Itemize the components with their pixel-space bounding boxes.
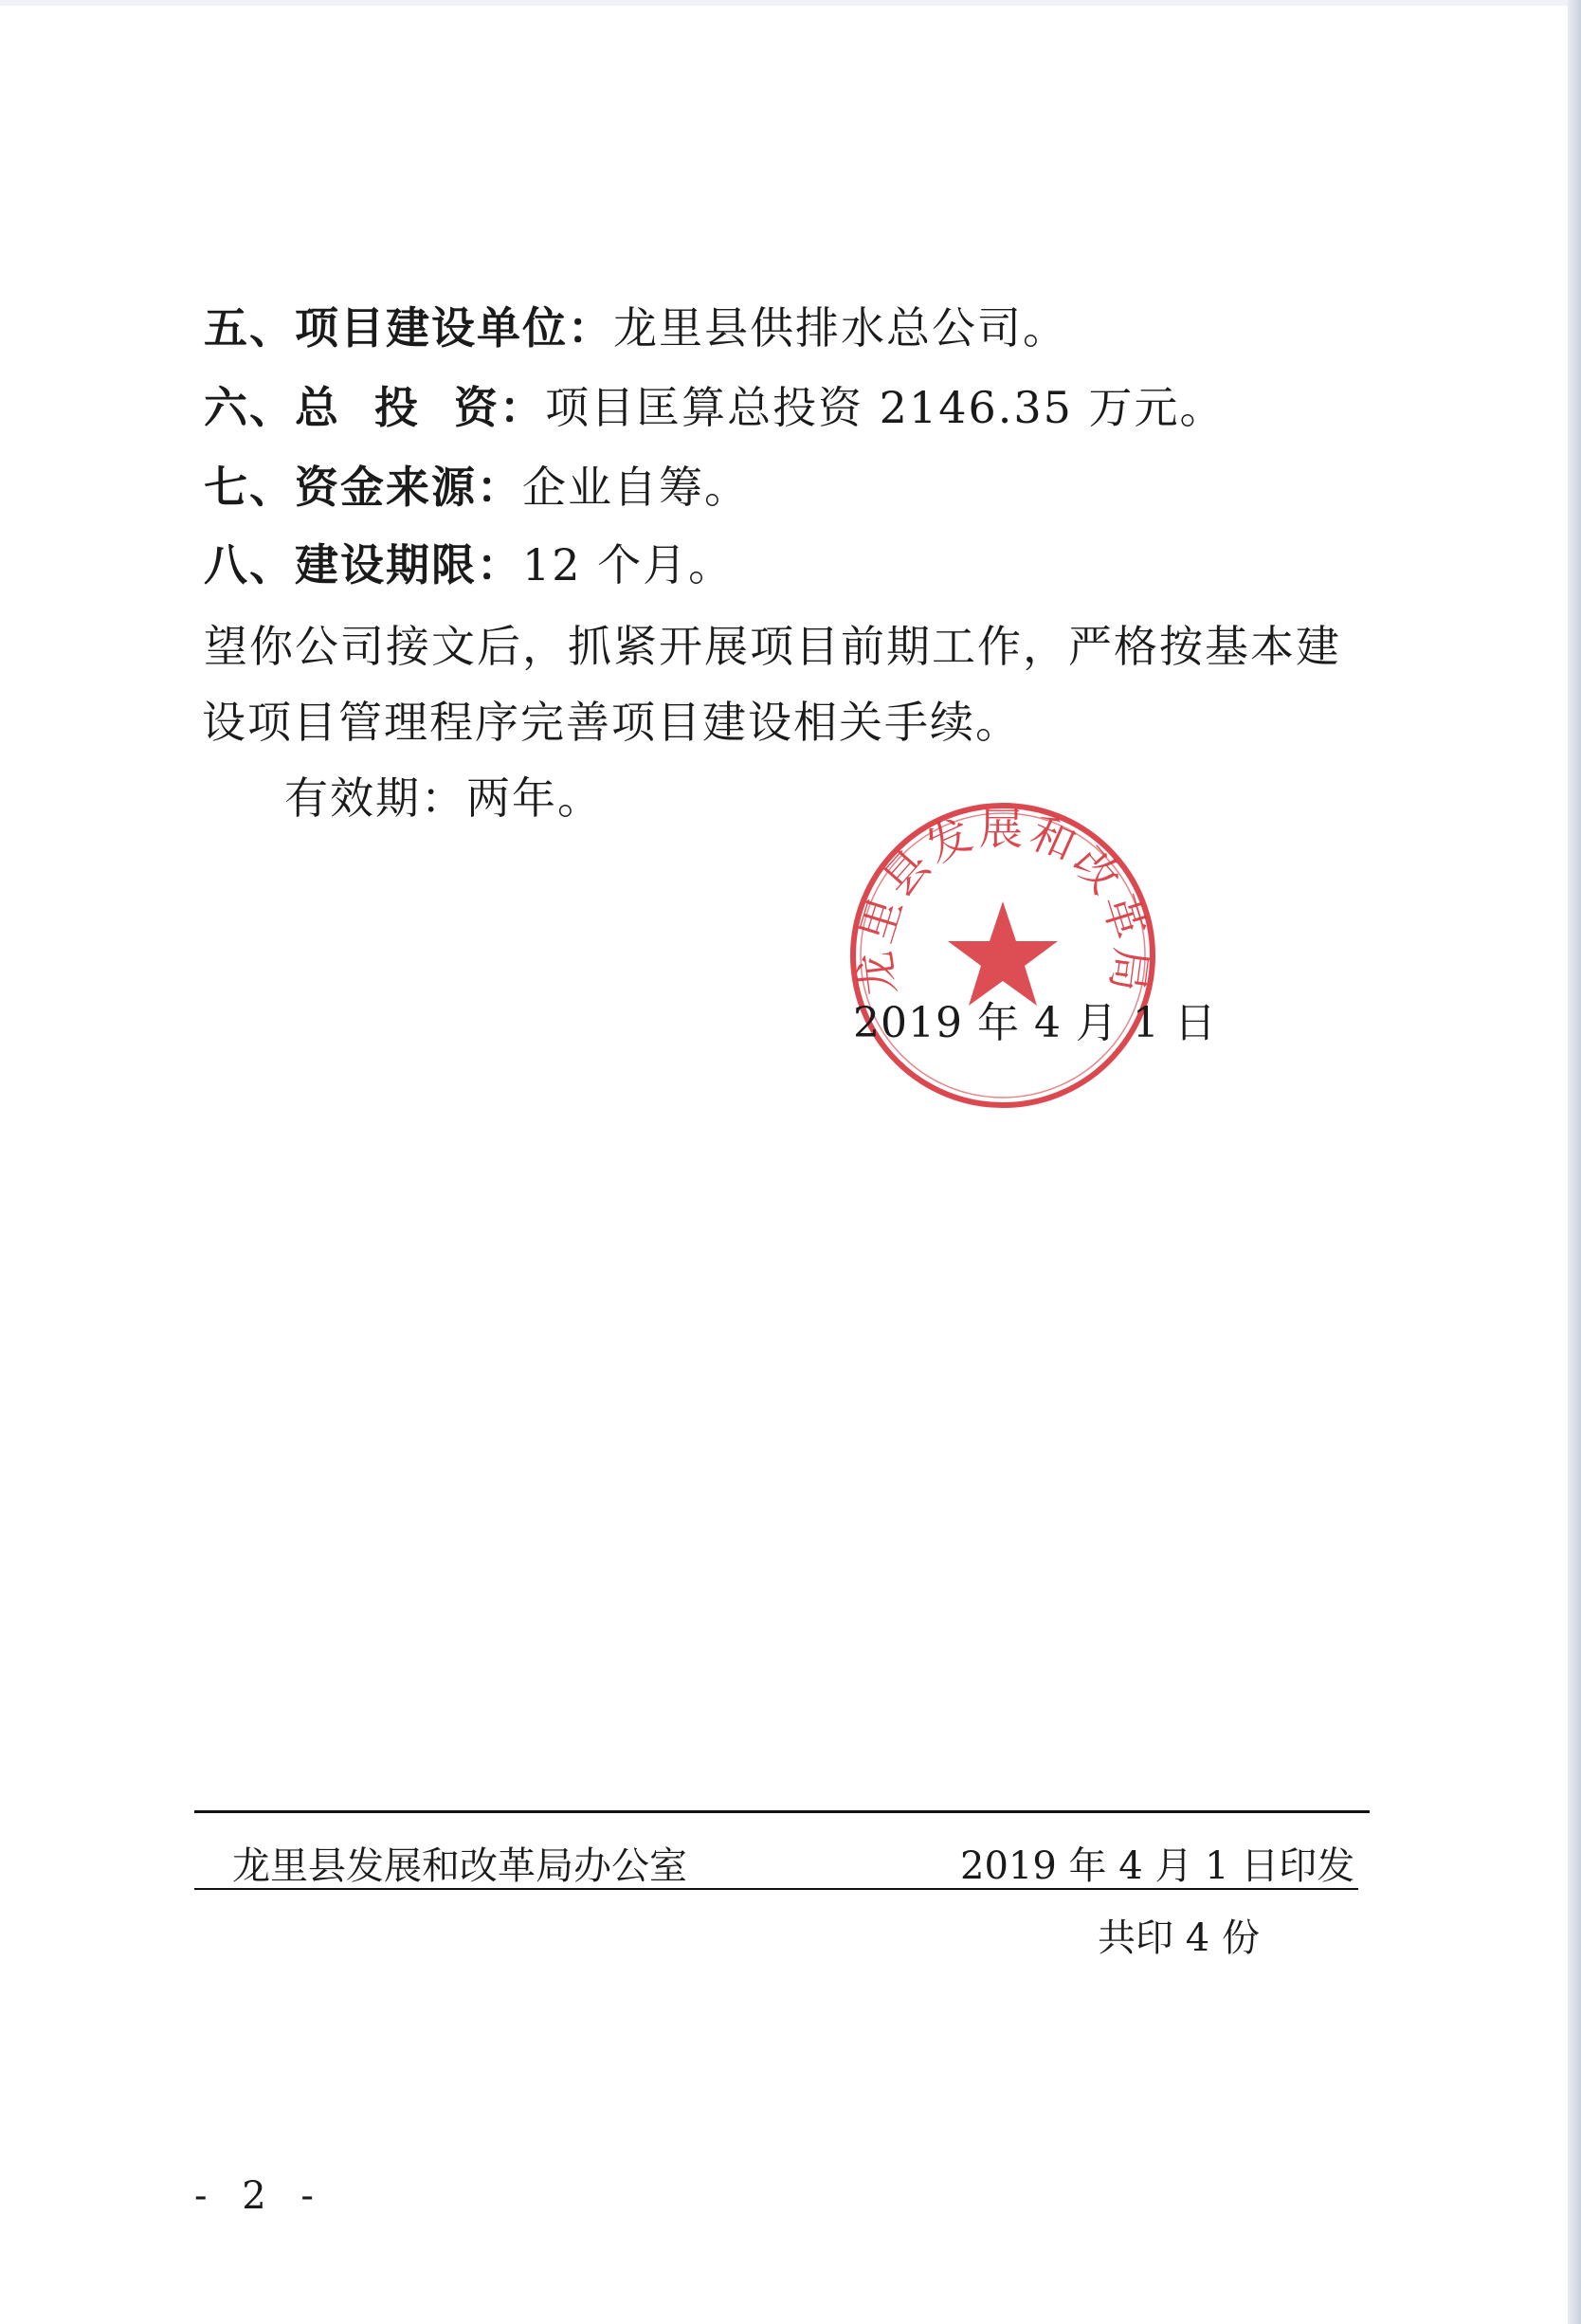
footer-top-rule (194, 1810, 1370, 1813)
page-edge-top (0, 0, 1581, 6)
item-construction-period (204, 538, 734, 591)
seal-text: 龙里县发展和改革局 (848, 803, 1157, 999)
footer-copies: 共印 4 份 (1098, 1916, 1260, 1960)
official-seal-icon (846, 799, 1159, 1112)
footer-bottom-rule (194, 1888, 1358, 1890)
item-total-investment (204, 381, 1226, 434)
signature-date: 2019 年 4 月 1 日 (853, 999, 1217, 1047)
item-construction-period-label: 八、建设期限： (204, 539, 522, 590)
official-seal (846, 799, 1159, 1112)
instruction-paragraph-line-2: 设项目管理程序完善项目建设相关手续。 (202, 697, 1021, 748)
item-construction-period-value: 12 个月。 (522, 539, 735, 590)
item-fund-source (204, 461, 750, 514)
validity-period: 有效期：两年。 (284, 772, 603, 824)
item-total-investment-label: 六、总 投 资： (204, 382, 546, 433)
page-number: - 2 - (194, 2174, 325, 2218)
footer-issue-date: 2019 年 4 月 1 日印发 (960, 1844, 1355, 1888)
item-fund-source-label: 七、资金来源： (204, 462, 522, 513)
item-construction-unit (204, 301, 1068, 354)
item-construction-unit-value: 龙里县供排水总公司。 (613, 302, 1068, 354)
footer-issuer: 龙里县发展和改革局办公室 (232, 1844, 687, 1888)
instruction-paragraph-line-1: 望你公司接文后，抓紧开展项目前期工作，严格按基本建 (204, 621, 1341, 672)
page-edge-right (1568, 0, 1581, 2324)
item-total-investment-value: 项目匡算总投资 2146.35 万元。 (545, 382, 1226, 433)
item-construction-unit-label: 五、项目建设单位： (204, 302, 613, 354)
item-fund-source-value: 企业自筹。 (522, 462, 750, 513)
